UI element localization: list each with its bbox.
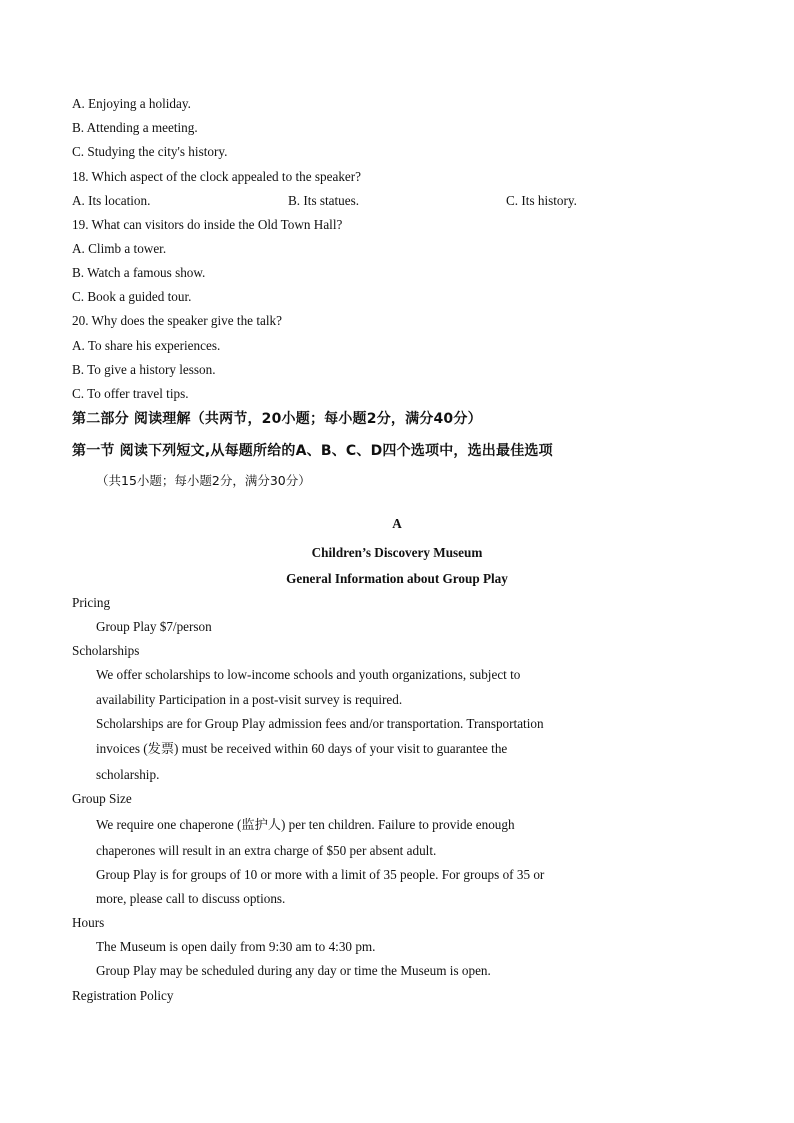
pricing-text: Group Play $7/person <box>96 619 212 634</box>
group-size-line: Group Play is for groups of 10 or more with a limit of 35 people. For groups of 35 or <box>96 867 545 882</box>
q19-option-b: B. Watch a famous show. <box>72 265 206 280</box>
passage-title: Children’s Discovery Museum <box>311 545 483 560</box>
scholarships-line: Scholarships are for Group Play admission fees and/or transportation. Transportation <box>96 716 544 731</box>
group-size-line: more, please call to discuss options. <box>96 891 286 906</box>
pricing-heading: Pricing <box>72 595 111 610</box>
q18-option-b: B. Its statues. <box>288 193 360 208</box>
hours-line: Group Play may be scheduled during any day or time the Museum is open. <box>96 963 491 978</box>
reading-part-title: 第二部分 阅读理解（共两节，20小题；每小题2分，满分40分） <box>72 411 482 427</box>
group-size-heading: Group Size <box>72 791 132 806</box>
q19-option-a: A. Climb a tower. <box>72 241 167 256</box>
scholarships-heading: Scholarships <box>72 643 140 658</box>
reading-section-title: 第一节 阅读下列短文,从每题所给的A、B、C、D四个选项中，选出最佳选项 <box>72 443 553 459</box>
q20-question: 20. Why does the speaker give the talk? <box>72 313 282 328</box>
reading-section-note: （共15小题；每小题2分，满分30分） <box>96 473 311 488</box>
group-size-line: We require one chaperone (监护人) per ten children. Failure to provide enough <box>96 817 515 832</box>
scholarships-line: scholarship. <box>96 767 160 782</box>
q18-options-row <box>72 192 722 210</box>
q20-option-a: A. To share his experiences. <box>72 338 221 353</box>
scholarships-line: We offer scholarships to low-income schools and youth organizations, subject to <box>96 667 521 682</box>
q18-option-c: C. Its history. <box>506 193 577 208</box>
q17-option-c: C. Studying the city's history. <box>72 144 228 159</box>
q20-option-c: C. To offer travel tips. <box>72 386 189 401</box>
registration-heading: Registration Policy <box>72 988 174 1003</box>
q17-option-a: A. Enjoying a holiday. <box>72 96 191 111</box>
q20-option-b: B. To give a history lesson. <box>72 362 216 377</box>
hours-heading: Hours <box>72 915 105 930</box>
hours-line: The Museum is open daily from 9:30 am to 4:30 pm. <box>96 939 376 954</box>
q18-question: 18. Which aspect of the clock appealed to the speaker? <box>72 169 362 184</box>
scholarships-line: invoices (发票) must be received within 60 days of your visit to guarantee the <box>96 741 508 756</box>
scholarships-line: availability Participation in a post-visit survey is required. <box>96 692 403 707</box>
q17-option-b: B. Attending a meeting. <box>72 120 198 135</box>
passage-subtitle: General Information about Group Play <box>286 571 508 586</box>
passage-label: A <box>392 516 402 531</box>
q19-question: 19. What can visitors do inside the Old Town Hall? <box>72 217 343 232</box>
q19-option-c: C. Book a guided tour. <box>72 289 192 304</box>
q18-option-a: A. Its location. <box>72 193 151 208</box>
group-size-line: chaperones will result in an extra charge of $50 per absent adult. <box>96 843 437 858</box>
